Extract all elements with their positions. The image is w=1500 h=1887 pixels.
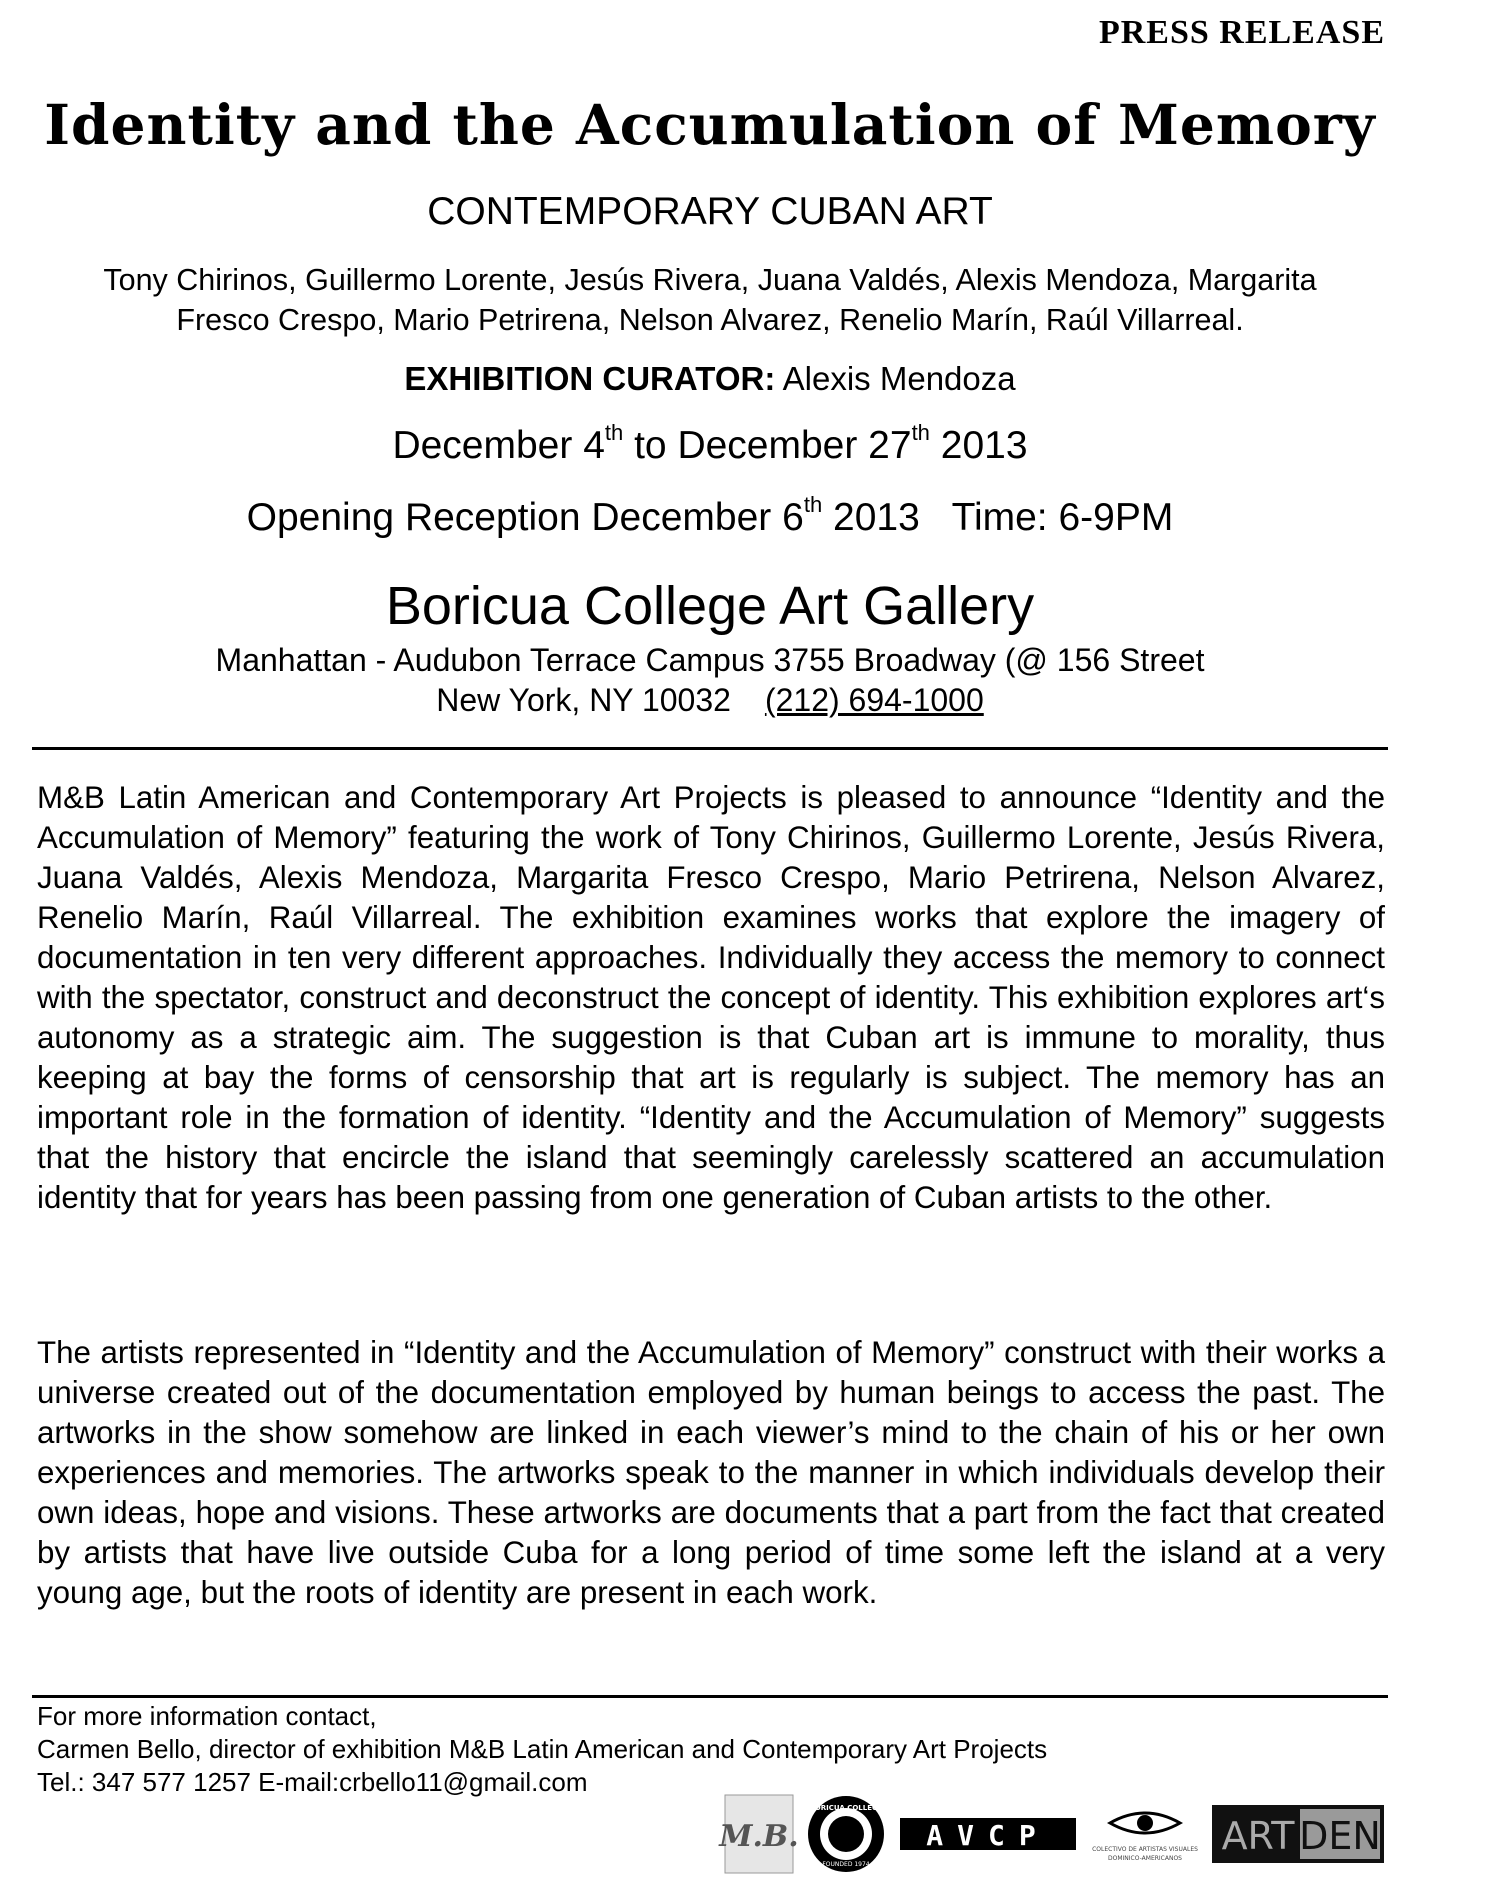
divider-top <box>32 747 1388 750</box>
body-paragraph-2: The artists represented in “Identity and the Accumulation of Memory” construct with their works a universe created out of the documentation employed by human beings to access the past. The artworks in the show somehow are linked in each viewer’s mind to the chain of his or her own experiences and memories. The artworks speak to the manner in which individuals develop their own ideas, hope and visions. These artworks are documents that a part from the fact that created by artists that have live outside Cuba for a long period of time some left the island at a very young age, but the roots of identity are present in each work. <box>37 1335 1385 1610</box>
mb-logo-text: M.B. <box>719 1819 799 1854</box>
colectivo-line-2: DOMINICO-AMERICANOS <box>1108 1855 1182 1862</box>
sponsor-logos <box>719 1792 1384 1876</box>
contact-line-2: Carmen Bello, director of exhibition M&B Latin American and Contemporary Art Projects <box>37 1734 1048 1764</box>
venue-name: Boricua College Art Gallery <box>385 576 1035 636</box>
reception-time: 2013 Time: 6-9PM <box>822 496 1174 539</box>
contact-info <box>37 1700 1047 1799</box>
dates-start-suffix: th <box>604 420 624 445</box>
artists-list: Tony Chirinos, Guillermo Lorente, Jesús Rivera, Juana Valdés, Alexis Mendoza, Margarita Fresco Crespo, Mario Petrirena, Nelson Alvarez, Renelio Marín, Raúl Villarreal. <box>103 263 1317 337</box>
venue-phone-link[interactable]: (212) 694-1000 <box>764 682 984 718</box>
opening-reception <box>0 492 1420 540</box>
address-city: New York, NY 10032 <box>436 682 731 718</box>
body-paragraph-1: M&B Latin American and Contemporary Art Projects is pleased to announce “Identity and the Accumulation of Memory” featuring the work of Tony Chirinos, Guillermo Lorente, Jesús Rivera, Juana Valdés, Alexis Mendoza, Margarita Fresco Crespo, Mario Petrirena, Nelson Alvarez, Renelio Marín, Raúl Villarreal. The exhibition examines works that explore the imagery of documentation in ten very different approaches. Individually they access the memory to connect with the spectator, construct and deconstruct the concept of identity. This exhibition explores art‘s autonomy as a strategic aim. The suggestion is that Cuban art is immune to morality, thus keeping at bay the forms of censorship that art is regularly is subject. The memory has an important role in the formation of identity. “Identity and the Accumulation of Memory” suggests that the history that encircle the island that seemingly carelessly scattered an accumulation identity that for years has been passing from one generation of Cuban artists to the other. <box>37 780 1385 1215</box>
dates-year: 2013 <box>929 424 1028 467</box>
boricua-seal-founded: FOUNDED 1974 <box>822 1861 870 1868</box>
artden-logo-icon <box>1212 1805 1384 1863</box>
dates-start: December 4 <box>392 424 605 467</box>
curator-name: Alexis Mendoza <box>775 360 1016 397</box>
exhibition-dates <box>0 420 1420 468</box>
address-line-2 <box>0 680 1420 720</box>
artden-den-text: DEN <box>1299 1814 1381 1858</box>
dates-end: to December 27 <box>623 424 912 467</box>
curator-line <box>0 360 1420 398</box>
reception-suffix: th <box>803 492 823 517</box>
contact-line-1: For more information contact, <box>37 1701 377 1731</box>
colectivo-line-1: COLECTIVO DE ARTISTAS VISUALES <box>1092 1846 1198 1853</box>
avcp-logo-icon <box>898 1814 1078 1854</box>
mb-logo-icon <box>719 1794 799 1874</box>
boricua-college-seal-icon <box>806 1794 886 1874</box>
divider-bottom <box>32 1695 1388 1698</box>
reception-date: Opening Reception December 6 <box>246 496 804 539</box>
curator-label: EXHIBITION CURATOR: <box>404 360 776 397</box>
venue-address <box>0 640 1420 720</box>
press-release-label: PRESS RELEASE <box>1098 14 1385 51</box>
colectivo-eye-logo-icon <box>1090 1799 1200 1869</box>
contact-line-3: Tel.: 347 577 1257 E-mail:crbello11@gmail.com <box>37 1767 588 1797</box>
dates-end-suffix: th <box>911 420 930 445</box>
address-line-1: Manhattan - Audubon Terrace Campus 3755 Broadway (@ 156 Street <box>215 642 1205 678</box>
artden-art-text: ART <box>1221 1814 1295 1858</box>
avcp-logo-text: AVCP <box>926 1819 1050 1852</box>
subtitle: CONTEMPORARY CUBAN ART <box>427 190 993 233</box>
boricua-seal-text: BORICUA COLLEGE <box>809 1804 883 1812</box>
page-title: Identity and the Accumulation of Memory <box>44 92 1376 157</box>
